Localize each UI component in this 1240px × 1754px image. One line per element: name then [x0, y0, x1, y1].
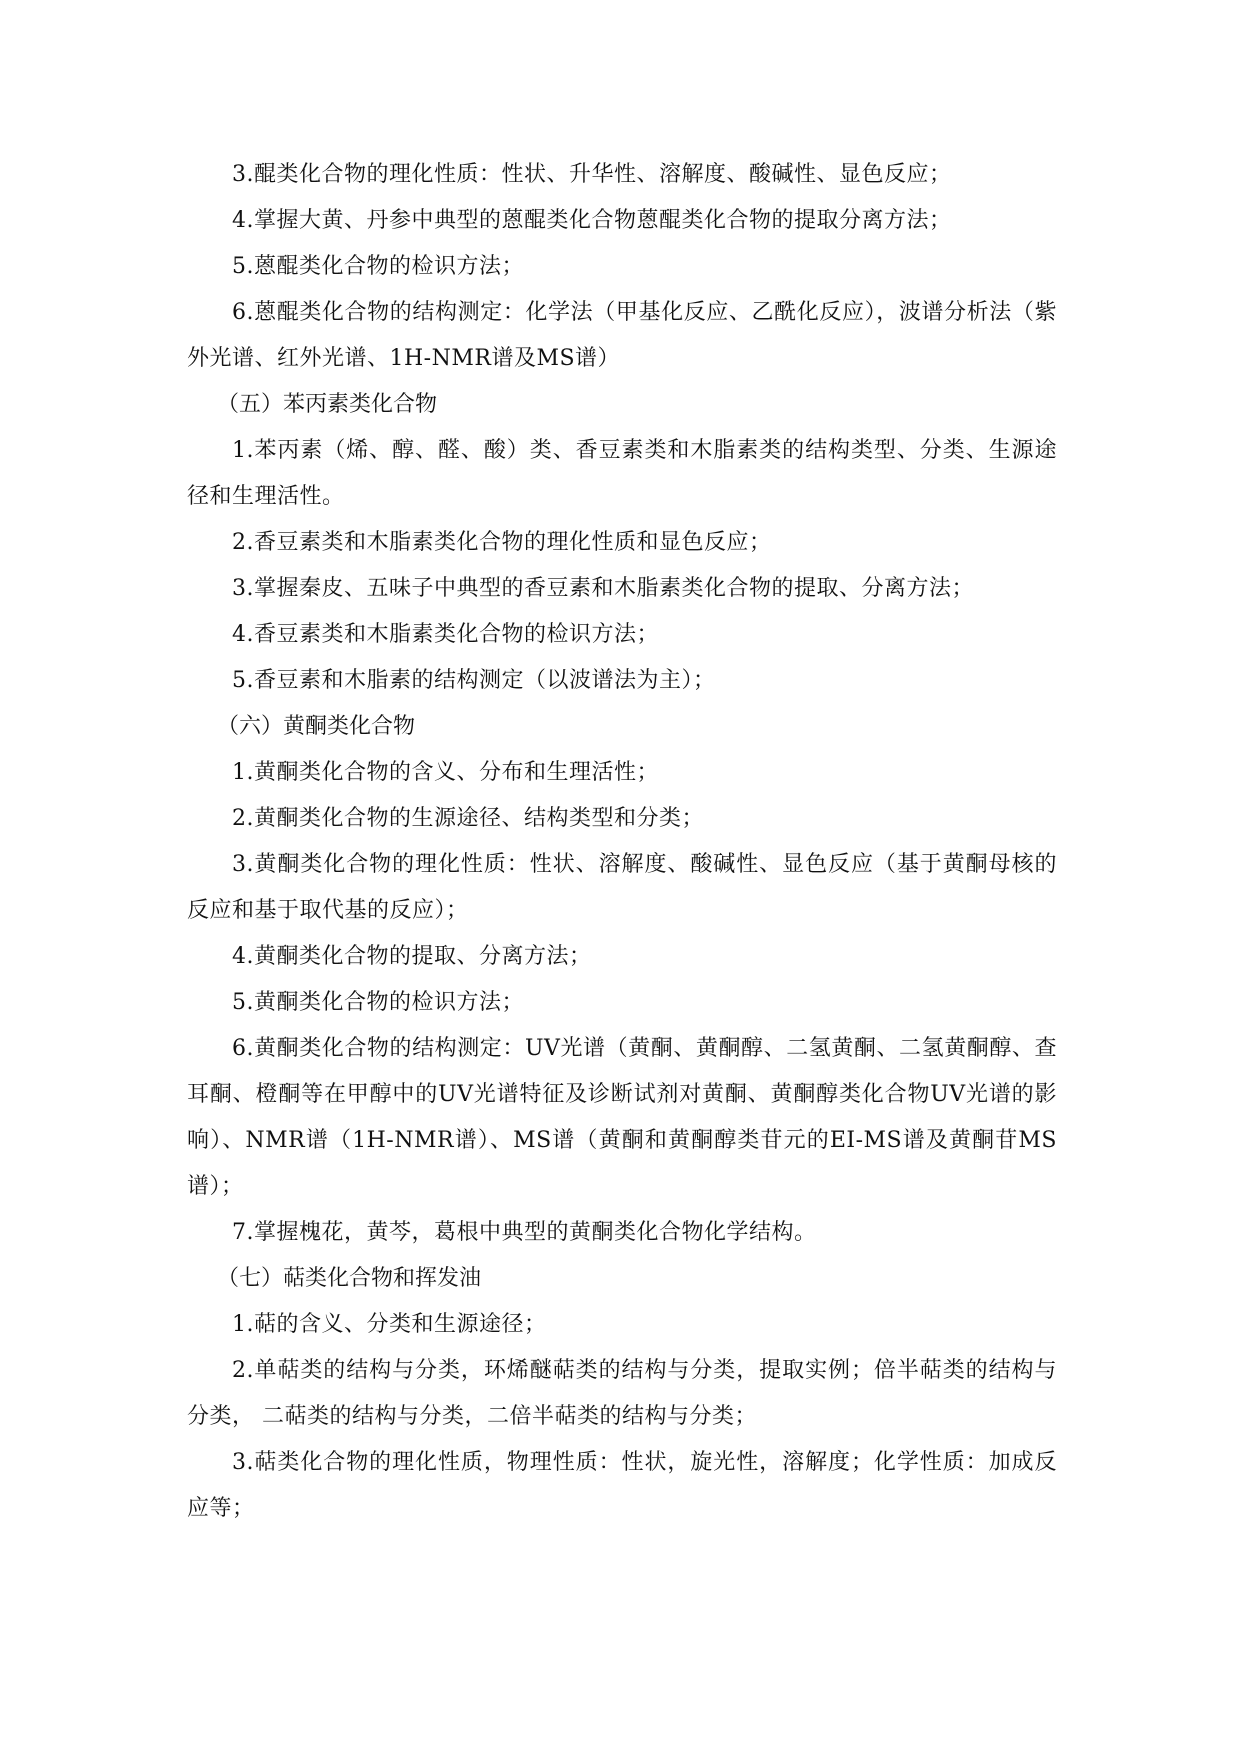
list-item-flavonoid-properties: 3.黄酮类化合物的理化性质：性状、溶解度、酸碱性、显色反应（基于黄酮母核的反应和基于取代基的反应）； [187, 852, 1057, 923]
list-item-terpene-definition: 1.萜的含义、分类和生源途径； [232, 1312, 547, 1337]
list-item-coumarin-extraction: 3.掌握秦皮、五味子中典型的香豆素和木脂素类化合物的提取、分离方法； [232, 576, 974, 601]
list-item-flavonoid-identification: 5.黄酮类化合物的检识方法； [232, 990, 524, 1015]
list-item-terpene-classification: 2.单萜类的结构与分类，环烯醚萜类的结构与分类，提取实例；倍半萜类的结构与分类， 二萜类的结构与分类，二倍半萜类的结构与分类； [187, 1358, 1057, 1429]
list-item-anthraquinone-extraction: 4.掌握大黄、丹参中典型的蒽醌类化合物蒽醌类化合物的提取分离方法； [232, 208, 952, 233]
list-item-terpene-properties: 3.萜类化合物的理化性质，物理性质：性状，旋光性，溶解度；化学性质：加成反应等； [187, 1450, 1057, 1521]
section-heading-phenylpropanoids: （五）苯丙素类化合物 [217, 392, 438, 417]
document-page [187, 152, 1057, 1532]
list-item-phenylpropanoid-types: 1.苯丙素（烯、醇、醛、酸）类、香豆素类和木脂素类的结构类型、分类、生源途径和生理活性。 [187, 438, 1057, 509]
list-item-anthraquinone-structure: 6.蒽醌类化合物的结构测定：化学法（甲基化反应、乙酰化反应），波谱分析法（紫外光谱、红外光谱、1H-NMR谱及MS谱） [187, 300, 1057, 371]
list-item-coumarin-properties: 2.香豆素类和木脂素类化合物的理化性质和显色反应； [232, 530, 772, 555]
list-item-quinone-properties: 3.醌类化合物的理化性质：性状、升华性、溶解度、酸碱性、显色反应； [232, 162, 952, 187]
list-item-flavonoid-definition: 1.黄酮类化合物的含义、分布和生理活性； [232, 760, 659, 785]
list-item-flavonoid-examples: 7.掌握槐花，黄芩，葛根中典型的黄酮类化合物化学结构。 [232, 1220, 817, 1245]
list-item-coumarin-identification: 4.香豆素类和木脂素类化合物的检识方法； [232, 622, 659, 647]
list-item-flavonoid-structure: 6.黄酮类化合物的结构测定：UV光谱（黄酮、黄酮醇、二氢黄酮、二氢黄酮醇、查耳酮、橙酮等在甲醇中的UV光谱特征及诊断试剂对黄酮、黄酮醇类化合物UV光谱的影响）、NMR谱（1H-NMR谱）、MS谱（黄酮和黄酮醇类苷元的EI-MS谱及黄酮苷MS谱）； [187, 1036, 1057, 1199]
list-item-flavonoid-extraction: 4.黄酮类化合物的提取、分离方法； [232, 944, 592, 969]
list-item-anthraquinone-identification: 5.蒽醌类化合物的检识方法； [232, 254, 524, 279]
section-heading-terpenoids: （七）萜类化合物和挥发油 [217, 1266, 482, 1291]
list-item-coumarin-structure: 5.香豆素和木脂素的结构测定（以波谱法为主）； [232, 668, 716, 693]
section-heading-flavonoids: （六）黄酮类化合物 [217, 714, 416, 739]
list-item-flavonoid-biosynthesis: 2.黄酮类化合物的生源途径、结构类型和分类； [232, 806, 704, 831]
